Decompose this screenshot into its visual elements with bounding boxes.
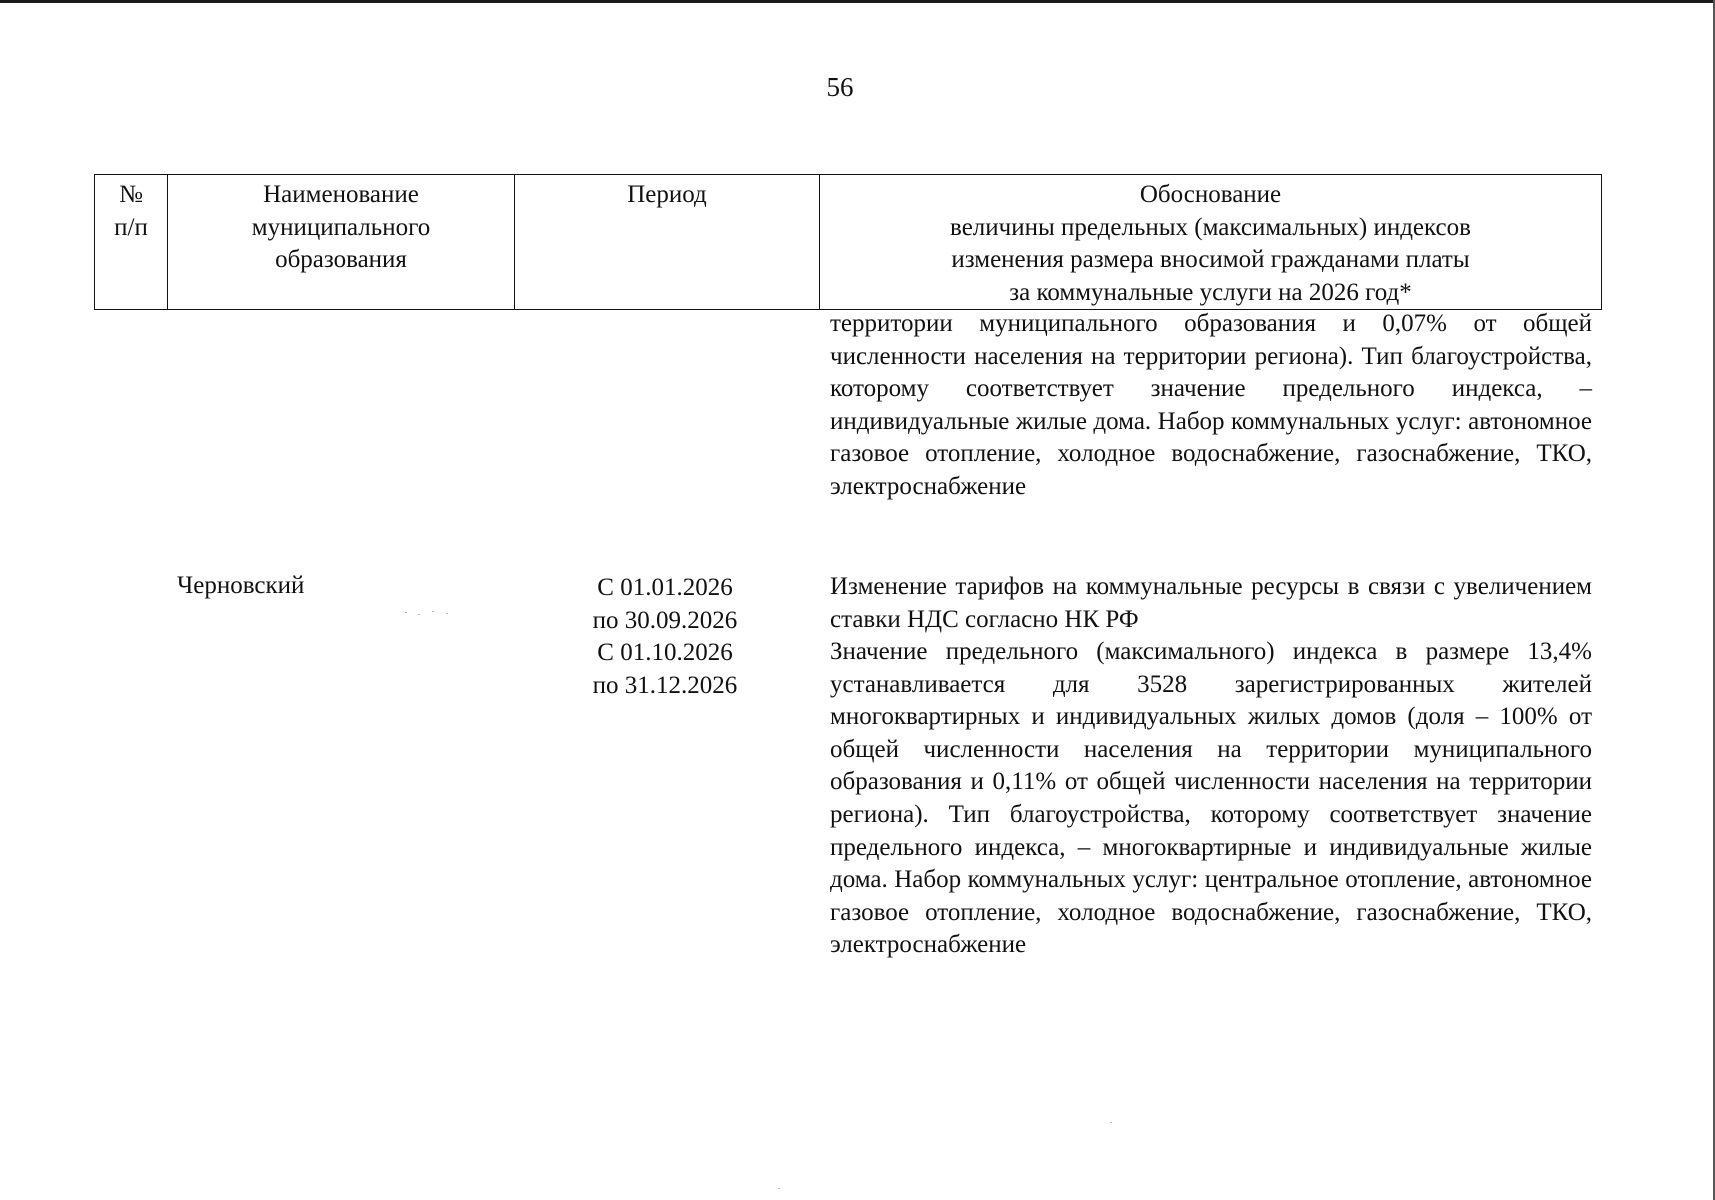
page-number: 56	[826, 72, 854, 102]
period-list	[555, 572, 775, 702]
period-line: по 30.09.2026	[592, 606, 738, 634]
municipality-name: Черновский	[177, 572, 305, 599]
scan-speck	[418, 614, 420, 615]
period-line: С 01.10.2026	[597, 639, 733, 667]
scan-top-edge	[0, 0, 1715, 3]
period-line: С 01.01.2026	[597, 574, 733, 601]
header-justification-cell: Обоснование величины предельных (максимальных) индексов изменения размера вносимой гражданами платы за коммунальные услуги на 2026 год*	[820, 175, 1602, 310]
scan-speck	[432, 611, 434, 612]
table-header	[94, 174, 1602, 310]
scan-speck	[405, 612, 407, 613]
justification-paragraph-2: Значение предельного (максимального) индекса в размере 13,4% устанавливается для 3528 зарегистрированных жителей многоквартирных и индивидуальных жилых домов (доля – 100% от общей численности населения на территории муниципального образования и 0,11% от общей численности населения на территории региона). Тип благоустройства, которому соответствует значение предельного индекса, – многоквартирные и индивидуальные жилые дома. Набор коммунальных услуг: центральное отопление, автономное газовое отопление, холодное водоснабжение, газоснабжение, ТКО, электроснабжение	[830, 638, 1592, 959]
header-row	[95, 175, 1602, 310]
scan-speck	[1110, 1122, 1112, 1123]
scan-speck	[446, 613, 448, 614]
continuation-paragraph: территории муниципального образования и 0,07% от общей численности населения на территории региона). Тип благоустройства, которому соответствует значение предельного индекса, – индивидуальные жилые дома. Набор коммунальных услуг: автономное газовое отопление, холодное водоснабжение, газоснабжение, ТКО, электроснабжение	[830, 310, 1592, 500]
header-period-cell: Период	[515, 175, 820, 310]
period-line: по 31.12.2026	[592, 671, 738, 699]
header-number-cell: № п/п	[95, 175, 168, 310]
scan-speck	[778, 1188, 780, 1189]
header-municipality-cell: Наименование муниципального образования	[168, 175, 515, 310]
justification-paragraph-1: Изменение тарифов на коммунальные ресурсы в связи с увеличением ставки НДС согласно НК РФ	[830, 573, 1592, 633]
